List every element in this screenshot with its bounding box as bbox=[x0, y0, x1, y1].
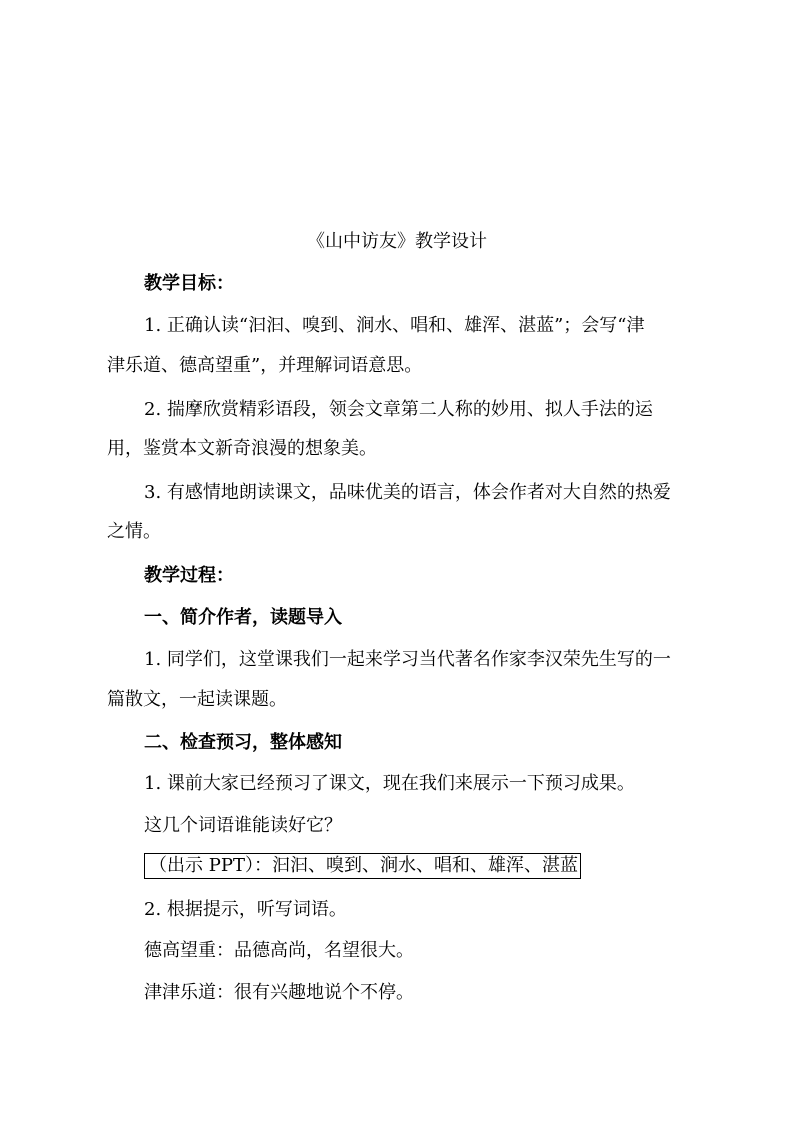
section-2-boxed-wrapper bbox=[144, 853, 581, 879]
goal-2-line-2: 用，鉴赏本文新奇浪漫的想象美。 bbox=[107, 438, 377, 459]
goal-3-line-1: 3. 有感情地朗读课文，品味优美的语言，体会作者对大自然的热爱 bbox=[144, 482, 671, 503]
goal-2-line-1: 2. 揣摩欣赏精彩语段，领会文章第二人称的妙用、拟人手法的运 bbox=[144, 399, 653, 420]
section-2-heading: 二、检查预习，整体感知 bbox=[144, 732, 342, 753]
goal-1-line-1: 1. 正确认读“汩汩、嗅到、涧水、唱和、雄浑、湛蓝”；会写“津 bbox=[144, 315, 645, 336]
goal-1-line-2: 津乐道、德高望重”，并理解词语意思。 bbox=[107, 355, 423, 376]
section-2-question: 这几个词语谁能读好它？ bbox=[144, 815, 342, 836]
section-2-item-2: 2. 根据提示，听写词语。 bbox=[144, 899, 347, 920]
ppt-word-box: （出示 PPT）：汩汩、嗅到、涧水、唱和、雄浑、湛蓝 bbox=[144, 853, 581, 879]
process-heading: 教学过程： bbox=[144, 565, 234, 586]
section-1-item-1-line-1: 1. 同学们，这堂课我们一起来学习当代著名作家李汉荣先生写的一 bbox=[144, 649, 671, 670]
goal-3-line-2: 之情。 bbox=[107, 521, 161, 542]
section-1-item-1-line-2: 篇散文，一起读课题。 bbox=[107, 689, 287, 710]
section-1-heading: 一、简介作者，读题导入 bbox=[144, 607, 342, 628]
section-2-item-1: 1. 课前大家已经预习了课文，现在我们来展示一下预习成果。 bbox=[144, 773, 635, 794]
document-title: 《山中访友》教学设计 bbox=[307, 231, 487, 252]
section-2-definition-2: 津津乐道：很有兴趣地说个不停。 bbox=[144, 982, 414, 1003]
goals-heading: 教学目标： bbox=[144, 273, 234, 294]
section-2-definition-1: 德高望重：品德高尚，名望很大。 bbox=[144, 940, 414, 961]
